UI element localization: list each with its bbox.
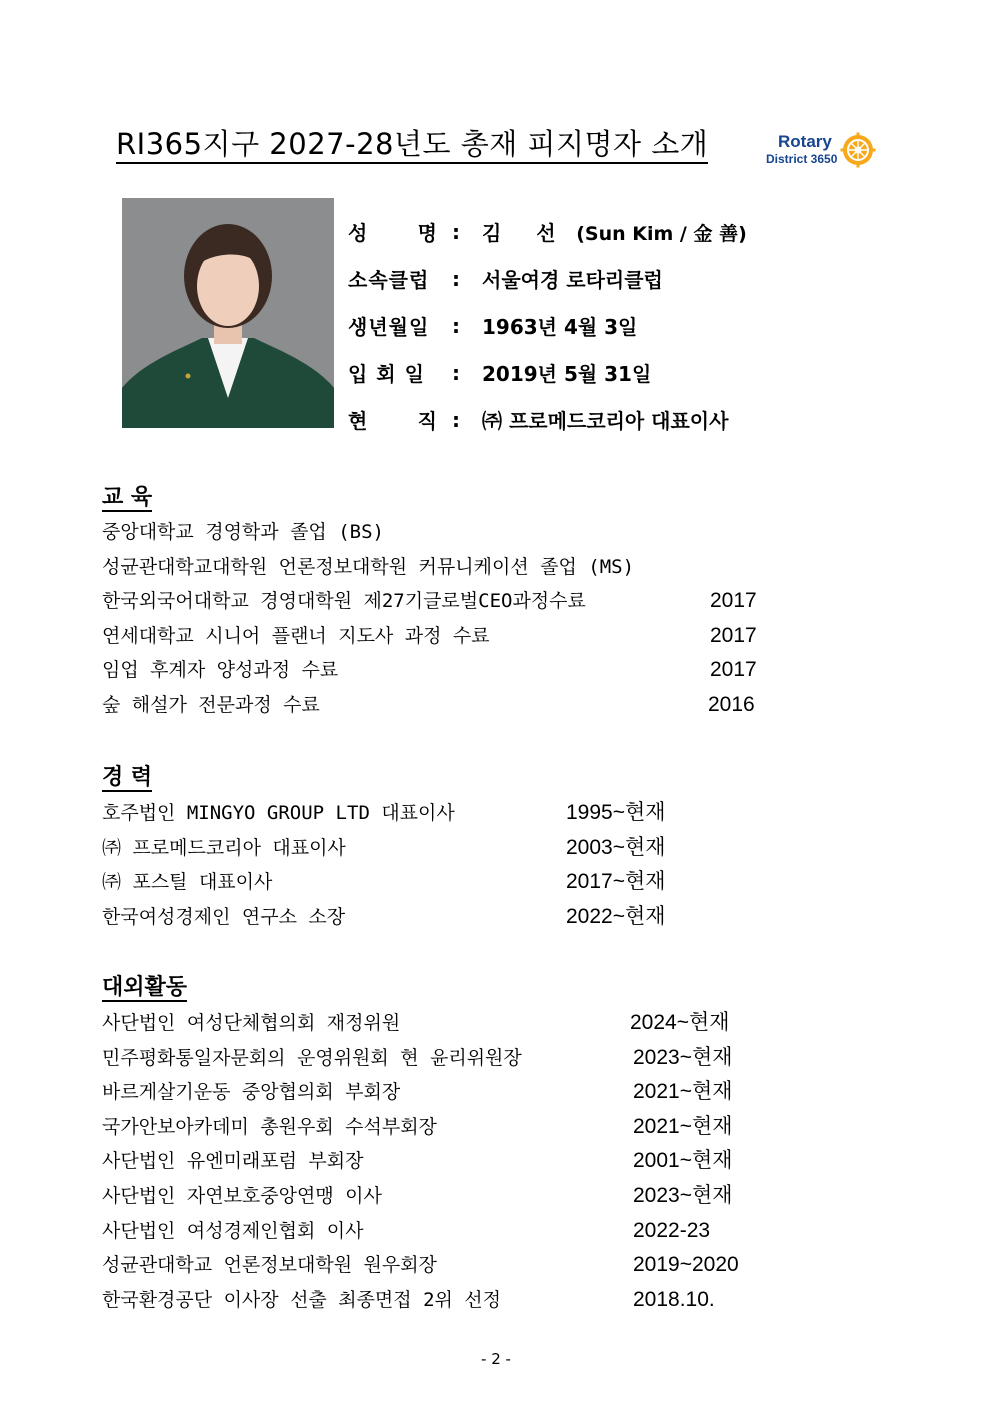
profile-row-birth xyxy=(348,302,747,349)
profile-label: 소속클럽 xyxy=(348,268,430,292)
list-item: ㈜ 포스틸 대표이사 2017~현재 xyxy=(102,870,666,894)
list-item: 성균관대학교대학원 언론정보대학원 커뮤니케이션 졸업 (MS) xyxy=(102,555,635,578)
list-item: 국가안보아카데미 총원우회 수석부회장 2021~현재 xyxy=(102,1114,733,1138)
list-item: 한국외국어대학교 경영대학원 제27기글로벌CEO과정수료 2017 xyxy=(102,589,757,613)
profile-row-position xyxy=(348,396,747,443)
profile-colon: : xyxy=(452,313,460,338)
rotary-logo xyxy=(764,130,884,174)
list-item: 사단법인 여성경제인협회 이사 2022-23 xyxy=(102,1218,711,1242)
profile-label: 성 명 xyxy=(348,221,438,245)
list-item: 민주평화통일자문회의 운영위원회 현 윤리위원장 2023~현재 xyxy=(102,1045,733,1069)
career-list xyxy=(102,796,666,934)
page-number: - 2 - xyxy=(481,1350,511,1368)
list-item: 사단법인 자연보호중앙연맹 이사 2023~현재 xyxy=(102,1183,733,1207)
profile-value: 2019년 5월 31일 xyxy=(482,362,652,386)
profile-colon: : xyxy=(452,407,460,432)
rotary-wheel-icon xyxy=(840,132,876,168)
profile-label: 입 회 일 xyxy=(348,362,425,386)
education-heading: 교 육 xyxy=(102,484,153,510)
profile-colon: : xyxy=(452,219,460,244)
profile-label: 현 직 xyxy=(348,409,438,433)
portrait-photo xyxy=(122,198,334,428)
activities-list xyxy=(102,1006,739,1317)
career-heading: 경 력 xyxy=(102,764,153,790)
activities-heading: 대외활동 xyxy=(102,974,188,1000)
profile-row-joined xyxy=(348,349,747,396)
list-item: 사단법인 유엔미래포럼 부회장 2001~현재 xyxy=(102,1149,733,1173)
list-item: 중앙대학교 경영학과 졸업 (BS) xyxy=(102,521,384,543)
list-item: 호주법인 MINGYO GROUP LTD 대표이사 1995~현재 xyxy=(102,801,666,824)
profile-info xyxy=(348,208,747,443)
page-title: RI365지구 2027-28년도 총재 피지명자 소개 xyxy=(116,126,708,164)
profile-colon: : xyxy=(452,360,460,385)
profile-value: 서울여경 로타리클럽 xyxy=(482,268,663,292)
education-list xyxy=(102,515,757,723)
profile-row-club xyxy=(348,255,747,302)
logo-district: District 3650 xyxy=(766,152,838,166)
list-item: 연세대학교 시니어 플랜너 지도사 과정 수료 2017 xyxy=(102,623,757,647)
list-item: 한국여성경제인 연구소 소장 2022~현재 xyxy=(102,904,666,928)
profile-label: 생년월일 xyxy=(348,315,430,339)
list-item: 한국환경공단 이사장 선출 최종면접 2위 선정 2018.10. xyxy=(102,1287,715,1311)
profile-row-name xyxy=(348,208,747,255)
logo-name: Rotary xyxy=(778,132,832,151)
list-item: 숲 해설가 전문과정 수료 2016 xyxy=(102,692,755,716)
list-item: 성균관대학교 언론정보대학원 원우회장 2019~2020 xyxy=(102,1253,739,1277)
list-item: 사단법인 여성단체협의회 재정위원 2024~현재 xyxy=(102,1011,730,1034)
list-item: 바르게살기운동 중앙협의회 부회장 2021~현재 xyxy=(102,1080,733,1104)
list-item: ㈜ 프로메드코리아 대표이사 2003~현재 xyxy=(102,835,666,859)
profile-value: ㈜ 프로메드코리아 대표이사 xyxy=(482,409,729,433)
list-item: 임업 후계자 양성과정 수료 2017 xyxy=(102,658,757,682)
profile-colon: : xyxy=(452,266,460,291)
profile-value: 1963년 4월 3일 xyxy=(482,315,638,339)
profile-value: 김 선 (Sun Kim / 金 善) xyxy=(482,221,747,245)
